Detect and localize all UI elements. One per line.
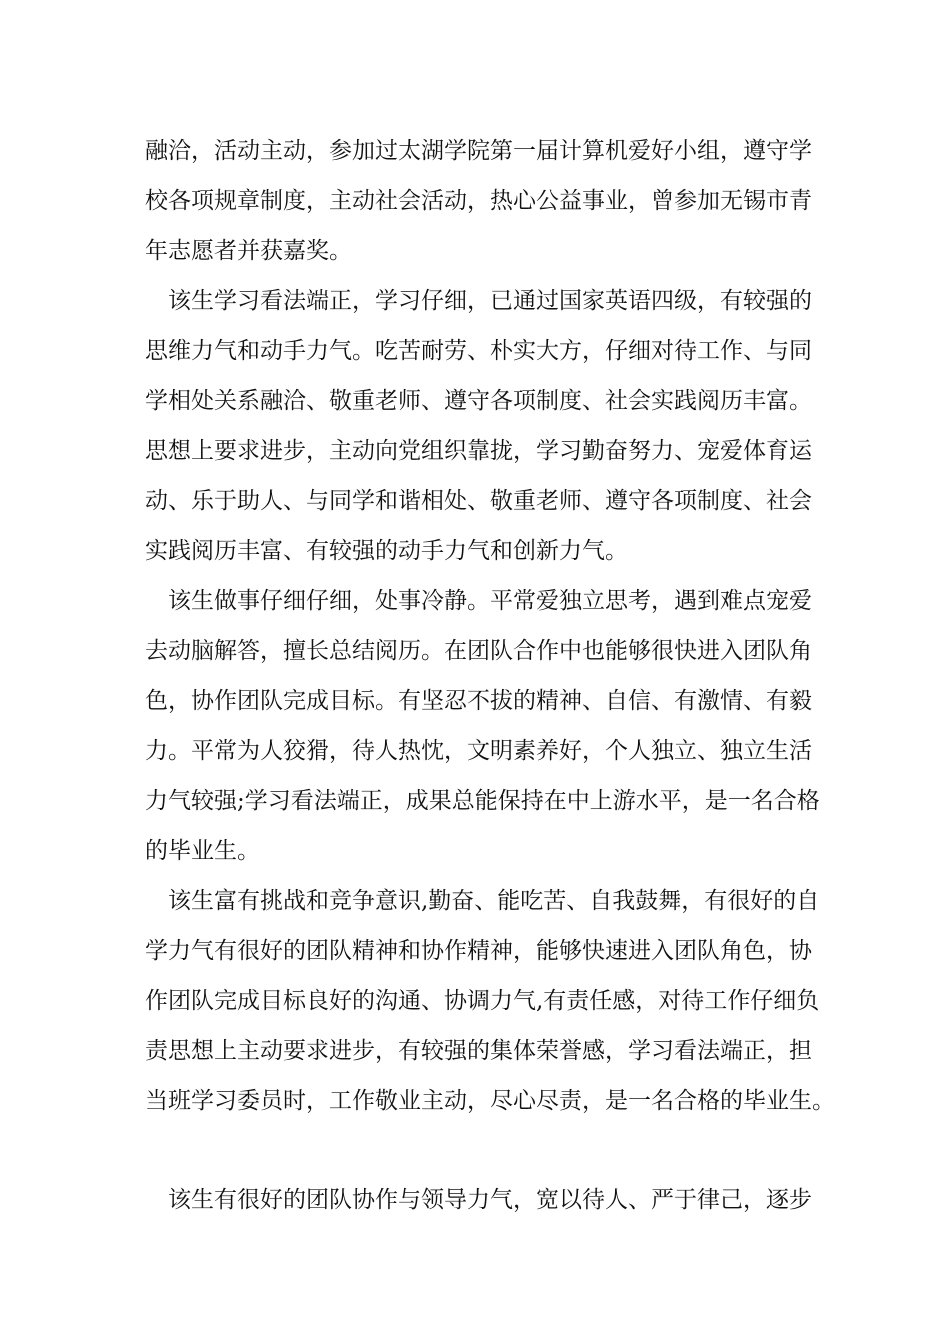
paragraph-4-line-4: 责思想上主动要求进步，有较强的集体荣誉感，学习看法端正，担 <box>145 1038 812 1064</box>
paragraph-2-line-2: 思维力气和动手力气。吃苦耐劳、朴实大方，仔细对待工作、与同 <box>145 338 812 364</box>
paragraph-2-line-5: 动、乐于助人、与同学和谐相处、敬重老师、遵守各项制度、社会 <box>145 488 812 514</box>
paragraph-4-line-3: 作团队完成目标良好的沟通、协调力气,有责任感，对待工作仔细负 <box>145 988 820 1014</box>
paragraph-2-line-1: 该生学习看法端正，学习仔细，已通过国家英语四级，有较强的 <box>168 288 812 314</box>
paragraph-3-line-2: 去动脑解答，擅长总结阅历。在团队合作中也能够很快进入团队角 <box>145 638 812 664</box>
paragraph-4-line-5: 当班学习委员时，工作敬业主动，尽心尽责，是一名合格的毕业生。 <box>145 1088 835 1114</box>
paragraph-2-line-6: 实践阅历丰富、有较强的动手力气和创新力气。 <box>145 538 628 564</box>
paragraph-4-line-2: 学力气有很好的团队精神和协作精神，能够快速进入团队角色，协 <box>145 938 812 964</box>
paragraph-2-line-3: 学相处关系融洽、敬重老师、遵守各项制度、社会实践阅历丰富。 <box>145 388 812 414</box>
paragraph-1-line-2: 校各项规章制度，主动社会活动，热心公益事业，曾参加无锡市青 <box>145 188 812 214</box>
paragraph-3-line-3: 色，协作团队完成目标。有坚忍不拔的精神、自信、有激情、有毅 <box>145 688 812 714</box>
paragraph-3-line-1: 该生做事仔细仔细，处事冷静。平常爱独立思考，遇到难点宠爱 <box>168 588 812 614</box>
paragraph-2-line-4: 思想上要求进步，主动向党组织靠拢，学习勤奋努力、宠爱体育运 <box>145 438 812 464</box>
paragraph-4-line-1: 该生富有挑战和竞争意识,勤奋、能吃苦、自我鼓舞，有很好的自 <box>168 888 820 914</box>
paragraph-5-line-1: 该生有很好的团队协作与领导力气，宽以待人、严于律己，逐步 <box>168 1187 812 1213</box>
paragraph-1-line-1: 融洽，活动主动，参加过太湖学院第一届计算机爱好小组，遵守学 <box>145 138 812 164</box>
paragraph-1-line-3: 年志愿者并获嘉奖。 <box>145 238 352 264</box>
paragraph-3-line-4: 力。平常为人狡猾，待人热忱，文明素养好，个人独立、独立生活 <box>145 738 812 764</box>
paragraph-3-line-5: 力气较强;学习看法端正，成果总能保持在中上游水平，是一名合格 <box>145 788 820 814</box>
paragraph-3-line-6: 的毕业生。 <box>145 838 260 864</box>
